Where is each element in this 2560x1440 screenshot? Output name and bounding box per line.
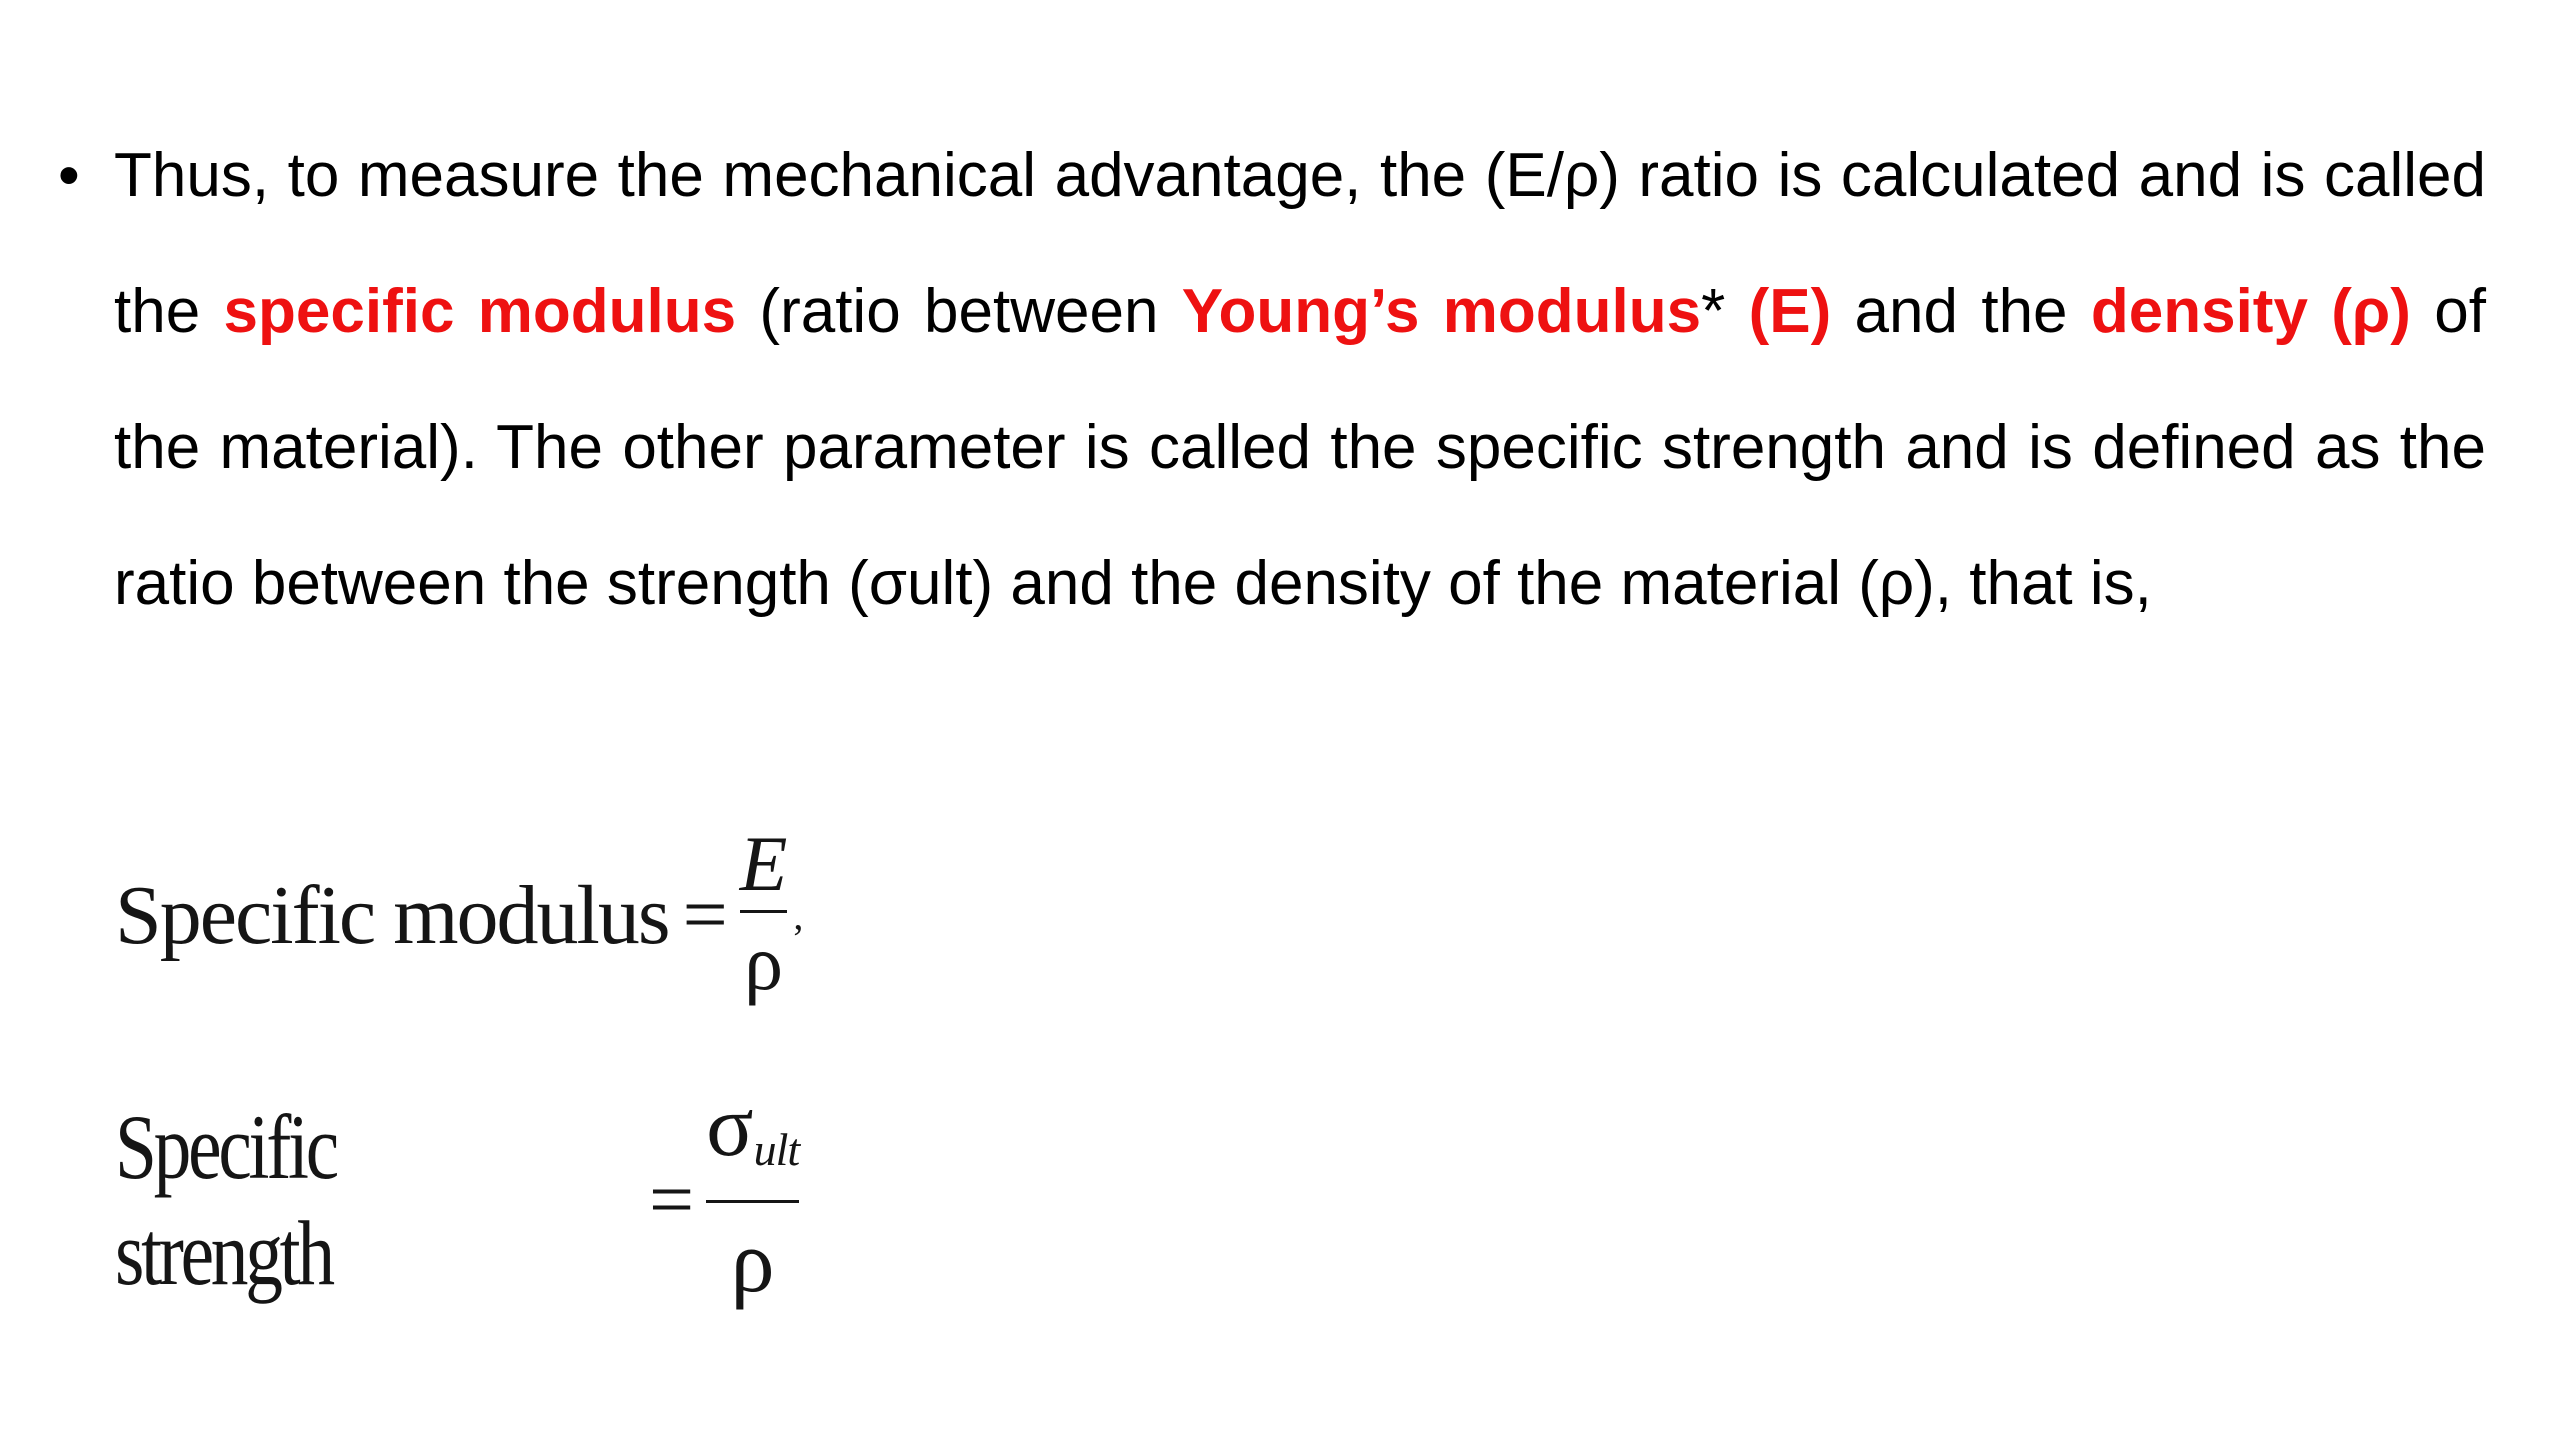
term-e-symbol: (E) [1748,277,1832,346]
text-segment: Thus, to measure the mechanical advantage, the (E/ρ) ratio is calculated and is called the [114,141,2486,346]
denominator: ρ [730,1214,775,1311]
formula-label: Specific modulus [115,868,669,962]
text-segment: (ratio between [736,277,1182,346]
equals-sign: = [649,1155,695,1244]
trailing-comma: , [793,892,804,938]
term-density: density (ρ) [2090,277,2411,346]
paragraph-text [114,108,2486,652]
term-youngs-modulus: Young’s modulus [1181,277,1702,346]
term-specific-modulus: specific modulus [223,277,737,346]
text-segment: of the material). The other parameter is called the specific strength and is defined as the ratio between the strength (σult) and the density of the material (ρ), that is, [114,277,2486,618]
fraction [740,818,788,1013]
specific-modulus-formula [115,800,803,1030]
formula-label: Specific strength [115,1096,336,1304]
numerator-subscript: ult [753,1124,800,1175]
text-segment: and the [1831,277,2091,346]
sigma-symbol: σ [706,1078,754,1175]
denominator: ρ [744,918,784,1006]
text-segment: * [1701,277,1749,346]
numerator: E [739,819,788,907]
numerator [706,1077,799,1200]
fraction [706,1077,799,1323]
specific-strength-formula [115,1065,799,1335]
bullet-point-icon: • [58,141,80,210]
equals-sign: = [682,870,728,959]
